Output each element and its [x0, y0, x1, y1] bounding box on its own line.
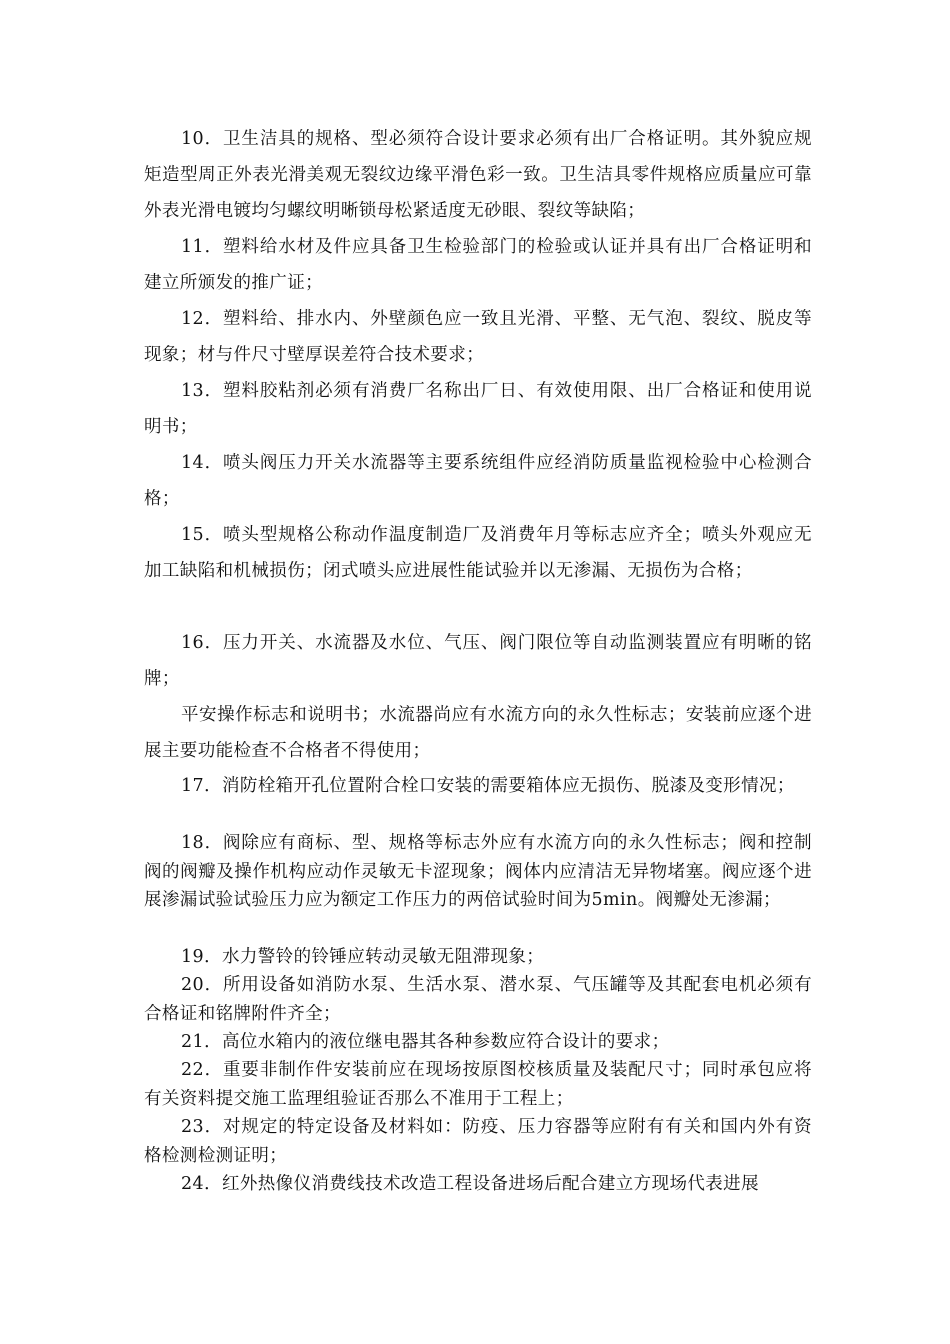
paragraph-item-10: 10．卫生洁具的规格、型必须符合设计要求必须有出厂合格证明。其外貌应规矩造型周正外表光滑美观无裂纹边缘平滑色彩一致。卫生洁具零件规格应质量应可靠外表光滑电镀均匀螺纹明晰锁母松紧适度无砂眼、裂纹等缺陷； [144, 129, 812, 221]
paragraph-item-23: 23．对规定的特定设备及材料如：防疫、压力容器等应附有有关和国内外有资格检测检测证明； [144, 1117, 812, 1166]
paragraph-item-21: 21．高位水箱内的液位继电器其各种参数应符合设计的要求； [181, 1032, 670, 1052]
paragraph-item-19: 19．水力警铃的铃锤应转动灵敏无阻滞现象； [181, 947, 545, 967]
paragraph-item-15: 15．喷头型规格公称动作温度制造厂及消费年月等标志应齐全；喷头外观应无加工缺陷和机械损伤；闭式喷头应进展性能试验并以无渗漏、无损伤为合格； [144, 525, 812, 581]
paragraph-item-16: 16．压力开关、水流器及水位、气压、阀门限位等自动监测装置应有明晰的铭牌； [144, 633, 812, 689]
paragraph-item-13: 13．塑料胶粘剂必须有消费厂名称出厂日、有效使用限、出厂合格证和使用说明书； [144, 381, 812, 437]
paragraph-item-16-continued: 平安操作标志和说明书；水流器尚应有水流方向的永久性标志；安装前应逐个进展主要功能检查不合格者不得使用； [144, 705, 812, 761]
paragraph-item-14: 14．喷头阀压力开关水流器等主要系统组件应经消防质量监视检验中心检测合格； [144, 453, 812, 509]
paragraph-item-24: 24．红外热像仪消费线技术改造工程设备进场后配合建立方现场代表进展 [181, 1174, 759, 1194]
paragraph-item-12: 12．塑料给、排水内、外壁颜色应一致且光滑、平整、无气泡、裂纹、脱皮等现象；材与件尺寸壁厚误差符合技术要求； [144, 309, 812, 365]
paragraph-item-11: 11．塑料给水材及件应具备卫生检验部门的检验或认证并具有出厂合格证明和建立所颁发的推广证； [144, 237, 812, 293]
paragraph-item-22: 22．重要非制作件安装前应在现场按原图校核质量及装配尺寸；同时承包应将有关资料提交施工监理组验证否那么不准用于工程上； [144, 1060, 812, 1109]
paragraph-item-17: 17．消防栓箱开孔位置附合栓口安装的需要箱体应无损伤、脱漆及变形情况； [181, 776, 795, 796]
paragraph-item-20: 20．所用设备如消防水泵、生活水泵、潜水泵、气压罐等及其配套电机必须有合格证和铭牌附件齐全； [144, 975, 812, 1024]
paragraph-item-18: 18．阀除应有商标、型、规格等标志外应有水流方向的永久性标志；阀和控制阀的阀瓣及操作机构应动作灵敏无卡涩现象；阀体内应清洁无异物堵塞。阀应逐个进展渗漏试验试验压力应为额定工作压力的两倍试验时间为5min。阀瓣处无渗漏； [144, 833, 812, 910]
